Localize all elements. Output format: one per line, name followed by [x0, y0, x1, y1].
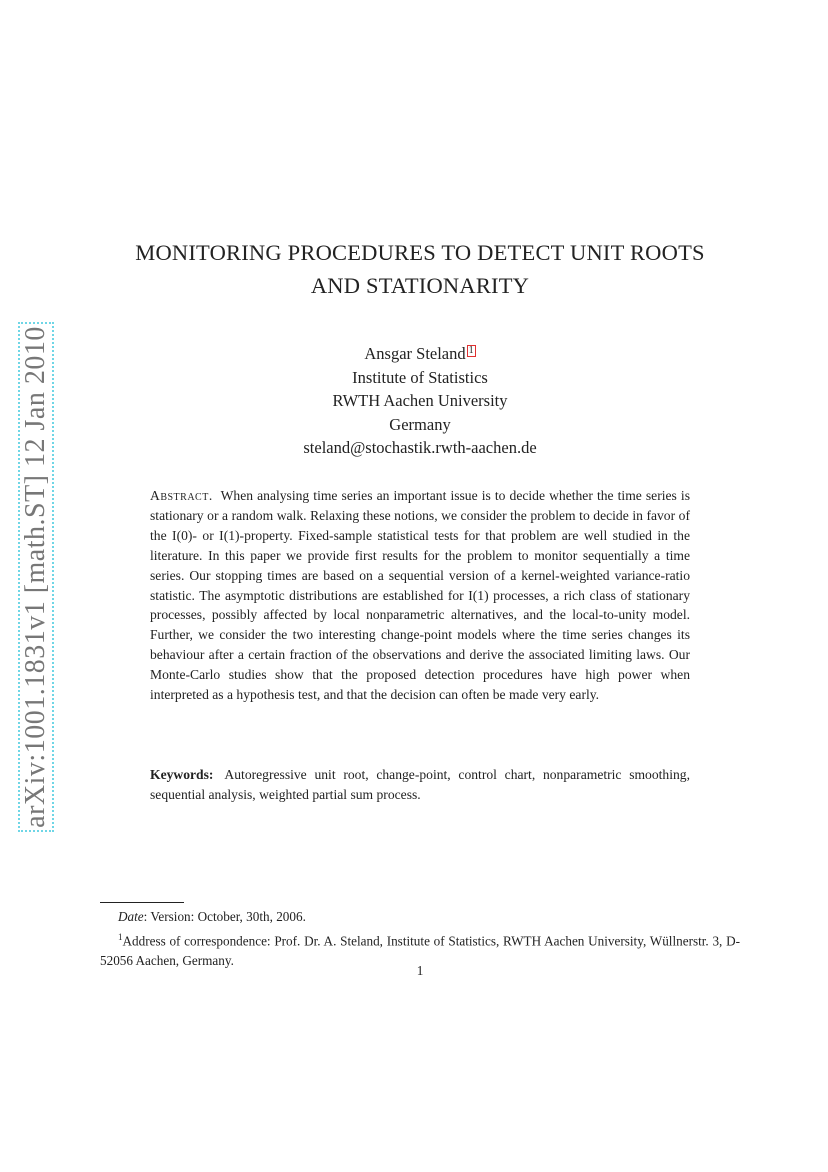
paper-title [100, 236, 740, 302]
paper-title-line-2: AND STATIONARITY [310, 273, 530, 298]
author-email: steland@stochastik.rwth-aachen.de [303, 438, 537, 457]
arxiv-identifier-stamp [18, 322, 54, 832]
keywords [150, 765, 690, 805]
abstract-text: When analysing time series an important issue is to decide whether the time series is stationary or a random walk. Relaxing these notions, we consider the problem to decide in favor of the I(0)- or I(1)-property. Fixed-sample statistical tests for that problem are well studied in the literature. In this paper we provide first results for the problem to monitor sequentially a time series. Our stopping times are based on a sequential version of a kernel-weighted variance-ratio statistic. The asymptotic distributions are established for I(1) processes, a rich class of stationary processes, possibly affected by local nonparametric alternatives, and the local-to-unity model. Further, we consider the two interesting change-point models where the time series changes its behaviour after a certain fraction of the observations and derive the associated limiting laws. Our Monte-Carlo studies show that the proposed detection procedures have high power when interpreted as a hypothesis test, and that the decision can often be made very early. [150, 488, 690, 703]
abstract-label: Abstract. [150, 488, 213, 503]
author-line [200, 342, 640, 366]
paper-title-line-1: MONITORING PROCEDURES TO DETECT UNIT ROOTS [135, 240, 705, 265]
author-name: Ansgar Steland [364, 344, 466, 363]
keywords-text: Autoregressive unit root, change-point, control chart, nonparametric smoothing, sequential analysis, weighted partial sum process. [150, 767, 690, 802]
footnote-date [100, 907, 740, 927]
affiliation-country: Germany [389, 414, 451, 434]
footnotes [100, 907, 740, 971]
footnote-date-label: Date [118, 909, 144, 924]
footnote-rule [100, 902, 184, 903]
footnote-1-text: Address of correspondence: Prof. Dr. A. Steland, Institute of Statistics, RWTH Aachen University, Wüllnerstr. 3, D-52056 Aachen, Germany. [100, 933, 740, 969]
arxiv-identifier: arXiv:1001.1831v1 [math.ST] 12 Jan 2010 [20, 326, 52, 828]
footnote-date-text: : Version: October, 30th, 2006. [143, 909, 306, 924]
footnote-1-mark: 1 [118, 932, 123, 942]
author-footnote-link[interactable]: 1 [468, 344, 474, 356]
affiliation-institute: Institute of Statistics [352, 367, 488, 387]
affiliation-university: RWTH Aachen University [332, 391, 508, 410]
page-number: 1 [416, 963, 424, 978]
abstract [150, 486, 690, 705]
author-block [200, 342, 640, 460]
keywords-label: Keywords: [150, 767, 214, 782]
